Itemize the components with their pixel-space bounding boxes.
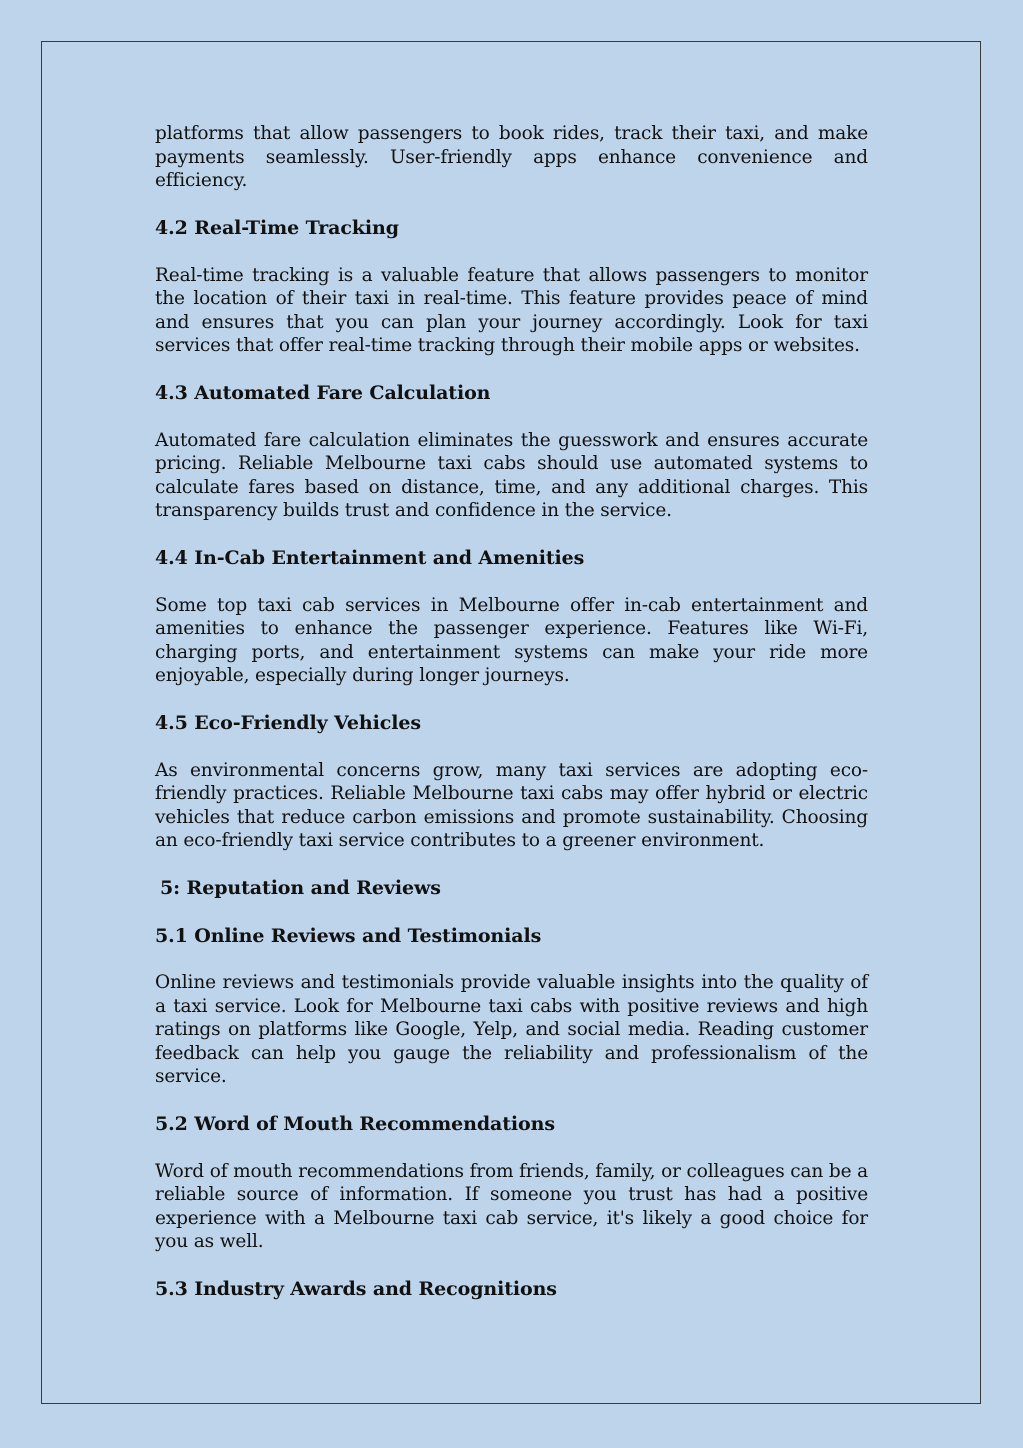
heading-industry-awards: 5.3 Industry Awards and Recognitions: [155, 1278, 557, 1300]
paragraph-apps-intro: platforms that allow passengers to book rides, track their taxi, and make payments seamlessly. User-friendly apps enhance convenience and efficiency.: [155, 123, 868, 191]
heading-eco-friendly: 4.5 Eco-Friendly Vehicles: [155, 712, 421, 734]
document-body: [155, 122, 868, 1301]
paragraph-word-of-mouth: Word of mouth recommendations from friends, family, or colleagues can be a reliable source of information. If someone you trust has had a positive experience with a Melbourne taxi cab service, it's likely a good choice for you as well.: [155, 1160, 868, 1252]
heading-real-time-tracking: 4.2 Real-Time Tracking: [155, 217, 399, 239]
paragraph-online-reviews: Online reviews and testimonials provide valuable insights into the quality of a taxi service. Look for Melbourne taxi cabs with positive reviews and high ratings on platforms like Google, Yelp, and social media. Reading customer feedback can help you gauge the reliability and professionalism of the service.: [155, 972, 868, 1087]
heading-word-of-mouth: 5.2 Word of Mouth Recommendations: [155, 1113, 555, 1135]
paragraph-real-time-tracking: Real-time tracking is a valuable feature that allows passengers to monitor the location of their taxi in real-time. This feature provides peace of mind and ensures that you can plan your journey accordingly. Look for taxi services that offer real-time tracking through their mobile apps or websites.: [155, 264, 868, 356]
heading-online-reviews: 5.1 Online Reviews and Testimonials: [155, 924, 542, 947]
heading-reputation-reviews: 5: Reputation and Reviews: [160, 877, 441, 899]
paragraph-automated-fare: Automated fare calculation eliminates the guesswork and ensures accurate pricing. Reliable Melbourne taxi cabs should use automated systems to calculate fares based on distance, time, and any additional charges. This transparency builds trust and confidence in the service.: [155, 429, 868, 521]
heading-in-cab-entertainment: 4.4 In-Cab Entertainment and Amenities: [155, 547, 585, 569]
heading-automated-fare: 4.3 Automated Fare Calculation: [155, 382, 491, 404]
paragraph-eco-friendly: As environmental concerns grow, many taxi services are adopting eco-friendly practices. Reliable Melbourne taxi cabs may offer hybrid or electric vehicles that reduce carbon emissions and promote sustainability. Choosing an eco-friendly taxi service contributes to a greener environment.: [155, 759, 868, 851]
paragraph-in-cab-entertainment: Some top taxi cab services in Melbourne offer in-cab entertainment and amenities to enhance the passenger experience. Features like Wi-Fi, charging ports, and entertainment systems can make your ride more enjoyable, especially during longer journeys.: [155, 594, 868, 686]
